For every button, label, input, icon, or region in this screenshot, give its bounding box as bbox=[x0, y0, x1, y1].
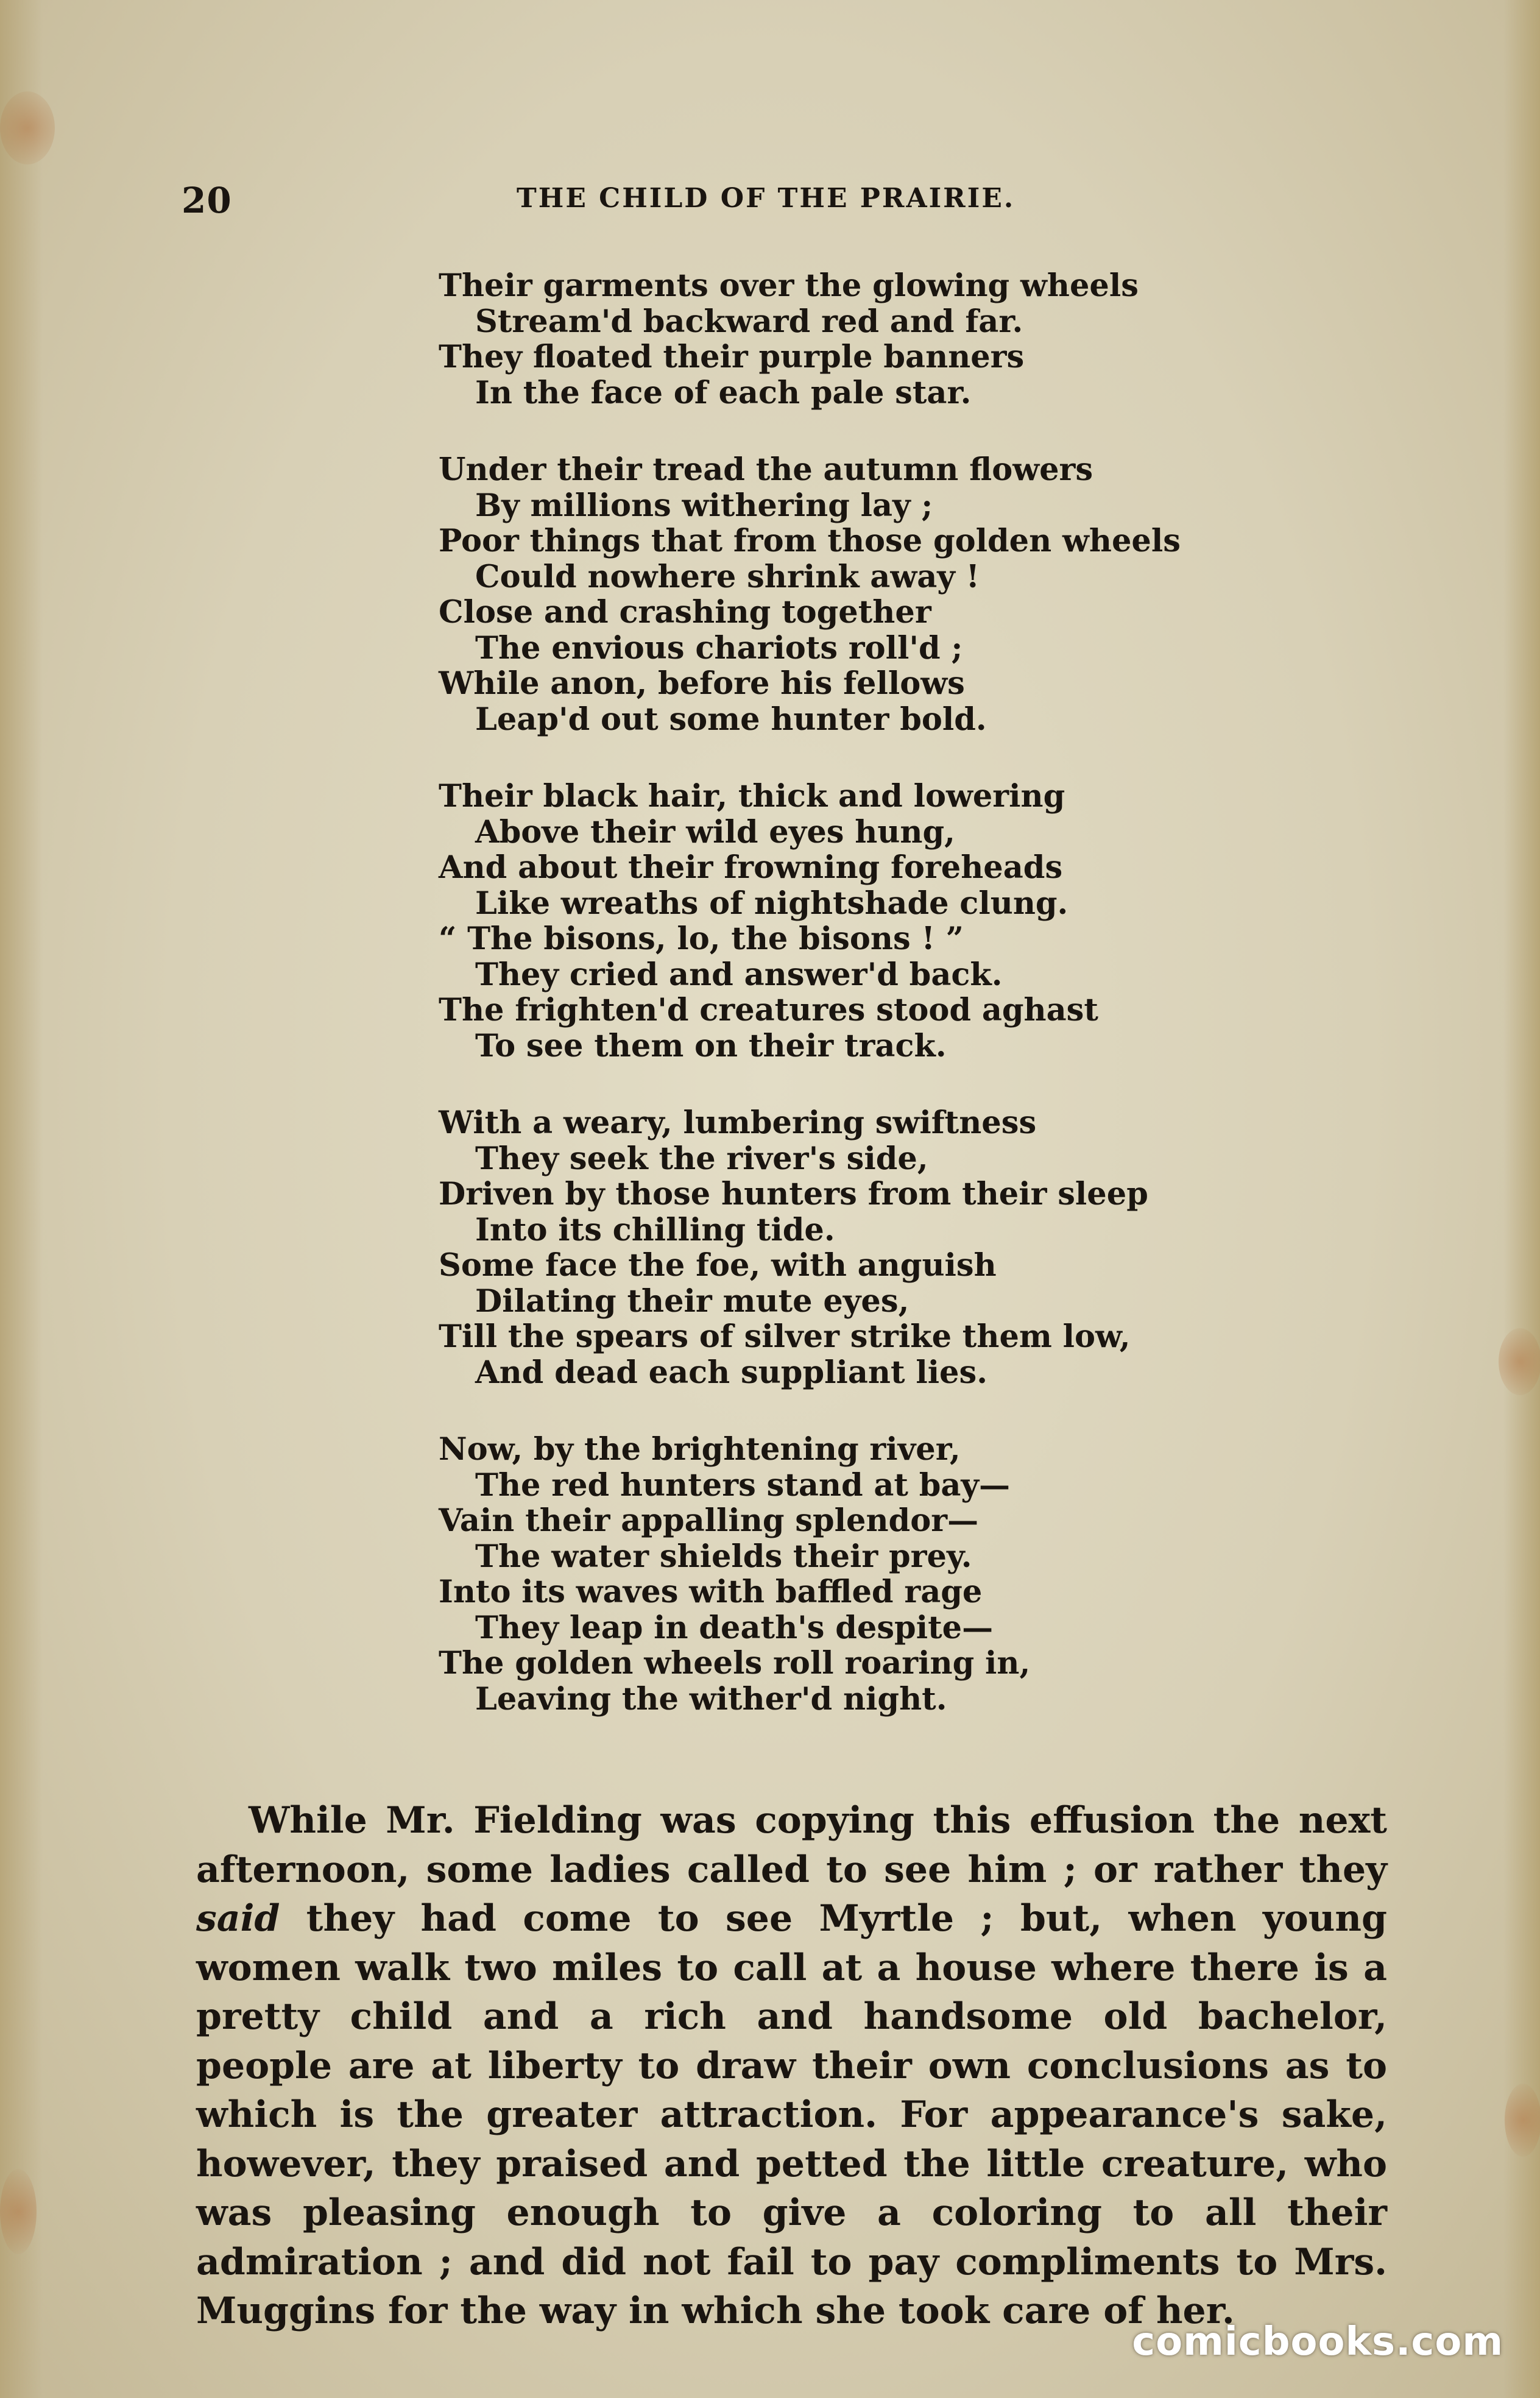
poem-line: They cried and answer'd back. bbox=[475, 956, 1003, 993]
poem-line: The frighten'd creatures stood aghast bbox=[439, 992, 1098, 1028]
poem-line: Vain their appalling splendor— bbox=[439, 1502, 979, 1539]
running-head: THE CHILD OF THE PRAIRIE. bbox=[517, 183, 1015, 214]
poem-line: In the face of each pale star. bbox=[475, 374, 972, 411]
prose-text: While Mr. Fielding was copying this effusion the next afternoon, some ladies called to see him ; or rather they bbox=[196, 1799, 1387, 1891]
stanza bbox=[439, 268, 1231, 411]
poem-line: Dilating their mute eyes, bbox=[475, 1282, 910, 1320]
poem-line: Under their tread the autumn flowers bbox=[439, 451, 1093, 488]
poem-line: Stream'd backward red and far. bbox=[475, 303, 1023, 340]
poem-line: The golden wheels roll roaring in, bbox=[439, 1645, 1031, 1682]
stanza bbox=[439, 1105, 1231, 1390]
prose-text: they had come to see Myrtle ; but, when young women walk two miles to call at a house where there is a pretty child and a rich and handsome old bachelor, people are at liberty to draw their own conclusions as to which is the greater attraction. For appearance's sake, however, they praised and petted the little creature, who was pleasing enough to give a coloring to all their admiration ; and did not fail to pay compliments to Mrs. Muggins for the way in which she took care of her. bbox=[196, 1897, 1387, 2332]
poem-line: The water shields their prey. bbox=[475, 1538, 972, 1575]
poem-line: With a weary, lumbering swiftness bbox=[439, 1105, 1037, 1141]
paper-stain bbox=[1499, 1328, 1540, 1395]
poem-line: They leap in death's despite— bbox=[475, 1609, 994, 1646]
poem-line: They seek the river's side, bbox=[475, 1140, 928, 1177]
poem-line: Some face the foe, with anguish bbox=[439, 1247, 997, 1284]
poem-line: Above their wild eyes hung, bbox=[475, 813, 955, 851]
poem-line: Could nowhere shrink away ! bbox=[475, 558, 980, 595]
poem-line: And dead each suppliant lies. bbox=[475, 1354, 987, 1391]
paper-stain bbox=[0, 2169, 37, 2254]
poem-line: Close and crashing together bbox=[439, 594, 931, 631]
stanza bbox=[439, 1432, 1231, 1717]
poem-line: Into its chilling tide. bbox=[475, 1211, 835, 1248]
poem-line: Driven by those hunters from their sleep bbox=[439, 1176, 1148, 1212]
poem-line: Poor things that from those golden wheels bbox=[439, 523, 1181, 559]
poem-line: And about their frowning foreheads bbox=[439, 849, 1063, 886]
poem-line: While anon, before his fellows bbox=[439, 665, 965, 702]
page-edge-left bbox=[0, 0, 43, 2398]
poem-line: Their black hair, thick and lowering bbox=[439, 778, 1065, 815]
poem-line: By millions withering lay ; bbox=[475, 487, 933, 524]
poem-line: Till the spears of silver strike them low, bbox=[439, 1318, 1131, 1355]
poem-line: Leap'd out some hunter bold. bbox=[475, 701, 987, 738]
poem-line: The red hunters stand at bay— bbox=[475, 1466, 1011, 1504]
stanza bbox=[439, 452, 1231, 737]
paper-stain bbox=[0, 91, 55, 164]
page-number: 20 bbox=[182, 180, 232, 221]
prose-paragraph bbox=[196, 1796, 1387, 2336]
poem-line: Into its waves with baffled rage bbox=[439, 1574, 983, 1610]
poem-line: Their garments over the glowing wheels bbox=[439, 267, 1139, 304]
emphasized-word: said bbox=[196, 1897, 280, 1940]
poem-line: Now, by the brightening river, bbox=[439, 1431, 961, 1468]
poem-line: Like wreaths of nightshade clung. bbox=[475, 885, 1068, 922]
page-edge-right bbox=[1503, 0, 1540, 2398]
poem bbox=[439, 268, 1231, 1717]
paper-stain bbox=[1505, 2084, 1540, 2157]
poem-line: Leaving the wither'd night. bbox=[475, 1680, 947, 1717]
poem-line: “ The bisons, lo, the bisons ! ” bbox=[439, 921, 964, 957]
poem-line: To see them on their track. bbox=[475, 1027, 947, 1064]
watermark: comicbooks.com bbox=[1132, 2319, 1503, 2364]
poem-line: The envious chariots roll'd ; bbox=[475, 629, 963, 667]
poem-line: They floated their purple banners bbox=[439, 339, 1025, 375]
stanza bbox=[439, 779, 1231, 1064]
